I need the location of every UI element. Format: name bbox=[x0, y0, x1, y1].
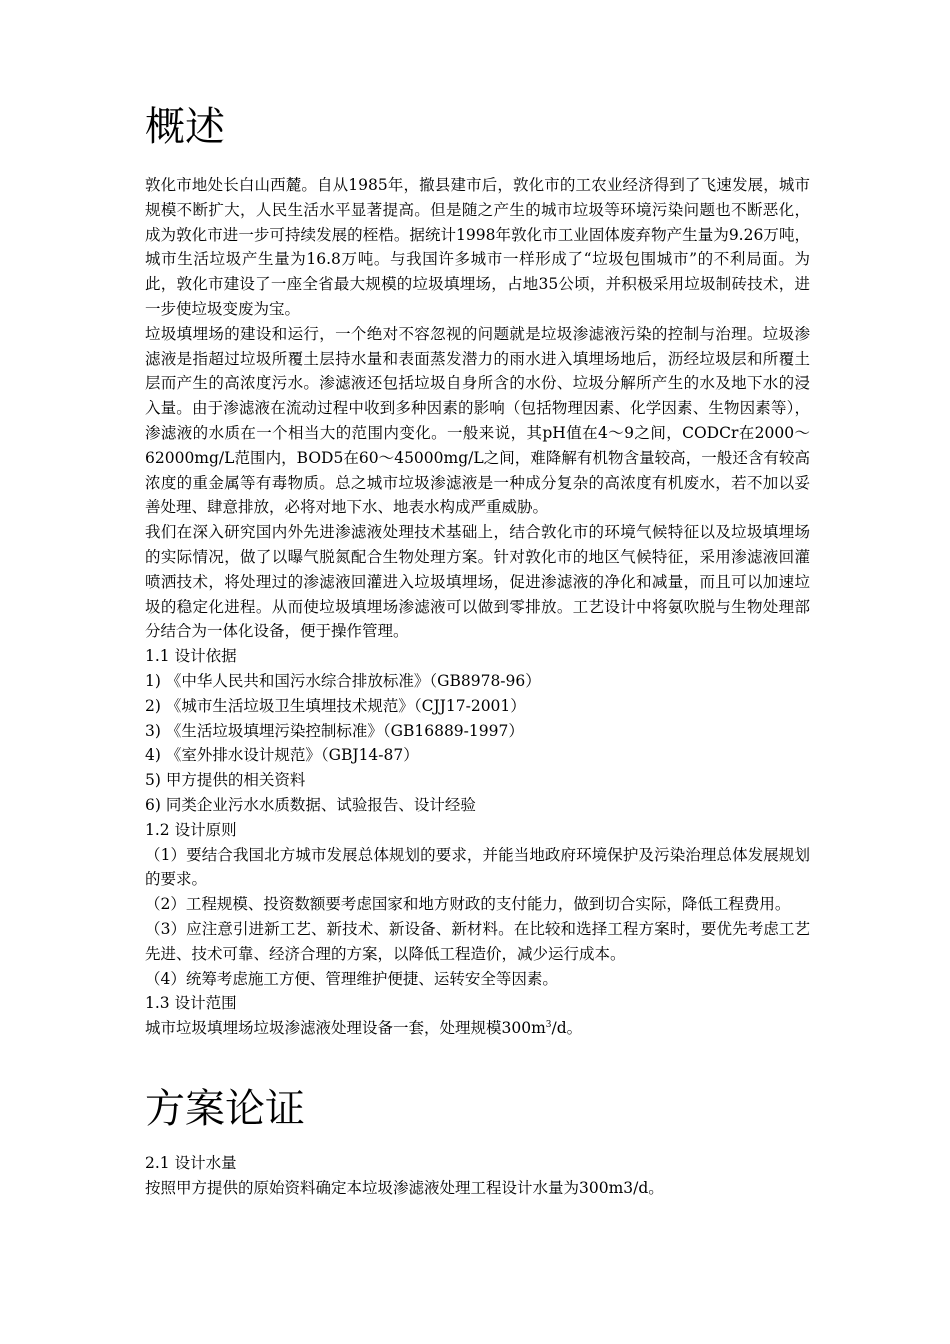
section-title-scheme: 方案论证 bbox=[145, 1085, 305, 1132]
design-principle-2: （2）工程规模、投资数额要考虑国家和地方财政的支付能力，做到切合实际，降低工程费用。 bbox=[145, 895, 791, 914]
design-principle-4: （4）统筹考虑施工方便、管理维护便捷、运转安全等因素。 bbox=[145, 969, 558, 988]
design-basis-heading: 1.1 设计依据 bbox=[145, 647, 237, 666]
design-basis-item-3: 3) 《生活垃圾填埋污染控制标准》（GB16889-1997） bbox=[145, 721, 524, 740]
design-water-heading: 2.1 设计水量 bbox=[145, 1153, 237, 1172]
document-page bbox=[145, 0, 810, 1200]
design-scope-heading: 1.3 设计范围 bbox=[145, 994, 237, 1013]
design-scope-text bbox=[145, 1016, 810, 1041]
overview-paragraph-2: 垃圾填埋场的建设和运行，一个绝对不容忽视的问题就是垃圾渗滤液污染的控制与治理。垃圾渗滤液是指超过垃圾所覆土层持水量和表面蒸发潜力的雨水进入填埋场地后，沥经垃圾层和所覆土层而产生的高浓度污水。渗滤液还包括垃圾自身所含的水份、垃圾分解所产生的水及地下水的浸入量。由于渗滤液在流动过程中收到多种因素的影响（包括物理因素、化学因素、生物因素等），渗滤液的水质在一个相当大的范围内变化。一般来说，其pH值在4～9之间，CODCr在2000～62000mg/L范围内，BOD5在60～45000mg/L之间，难降解有机物含量较高，一般还含有较高浓度的重金属等有毒物质。总之城市垃圾渗滤液是一种成分复杂的高浓度有机废水，若不加以妥善处理、肆意排放，必将对地下水、地表水构成严重威胁。 bbox=[145, 324, 810, 517]
design-basis-item-6: 6) 同类企业污水水质数据、试验报告、设计经验 bbox=[145, 795, 476, 814]
design-scope-text-main: 城市垃圾填埋场垃圾渗滤液处理设备一套，处理规模300m bbox=[145, 1019, 546, 1038]
design-principle-1: （1）要结合我国北方城市发展总体规划的要求，并能当地政府环境保护及污染治理总体发展规划的要求。 bbox=[145, 845, 810, 889]
design-principle-3: （3）应注意引进新工艺、新技术、新设备、新材料。在比较和选择工程方案时，要优先考虑工艺先进、技术可靠、经济合理的方案，以降低工程造价，减少运行成本。 bbox=[145, 919, 810, 963]
design-scope-text-unit: /d。 bbox=[551, 1019, 583, 1038]
design-water-text: 按照甲方提供的原始资料确定本垃圾渗滤液处理工程设计水量为300m3/d。 bbox=[145, 1178, 664, 1197]
design-basis-item-5: 5) 甲方提供的相关资料 bbox=[145, 771, 306, 790]
design-scope-superscript: 3 bbox=[545, 1019, 552, 1030]
design-basis-item-4: 4) 《室外排水设计规范》（GBJ14-87） bbox=[145, 746, 419, 765]
design-basis-item-1: 1) 《中华人民共和国污水综合排放标准》（GB8978-96） bbox=[145, 671, 541, 690]
design-basis-item-2: 2) 《城市生活垃圾卫生填埋技术规范》（CJJ17-2001） bbox=[145, 696, 526, 715]
overview-paragraph-3: 我们在深入研究国内外先进渗滤液处理技术基础上，结合敦化市的环境气候特征以及垃圾填埋场的实际情况，做了以曝气脱氮配合生物处理方案。针对敦化市的地区气候特征，采用渗滤液回灌喷洒技术，将处理过的渗滤液回灌进入垃圾填埋场，促进渗滤液的净化和减量，而且可以加速垃圾的稳定化进程。从而使垃圾填埋场渗滤液可以做到零排放。工艺设计中将氨吹脱与生物处理部分结合为一体化设备，便于操作管理。 bbox=[145, 523, 810, 641]
overview-paragraph-1: 敦化市地处长白山西麓。自从1985年，撤县建市后，敦化市的工农业经济得到了飞速发展，城市规模不断扩大，人民生活水平显著提高。但是随之产生的城市垃圾等环境污染问题也不断恶化，成为敦化市进一步可持续发展的桎梏。据统计1998年敦化市工业固体废弃物产生量为9.26万吨，城市生活垃圾产生量为16.8万吨。与我国许多城市一样形成了“垃圾包围城市”的不利局面。为此，敦化市建设了一座全省最大规模的垃圾填埋场，占地35公顷，并积极采用垃圾制砖技术，进一步使垃圾变废为宝。 bbox=[145, 176, 810, 318]
design-principles-heading: 1.2 设计原则 bbox=[145, 820, 237, 839]
section-title-overview: 概述 bbox=[145, 104, 225, 150]
